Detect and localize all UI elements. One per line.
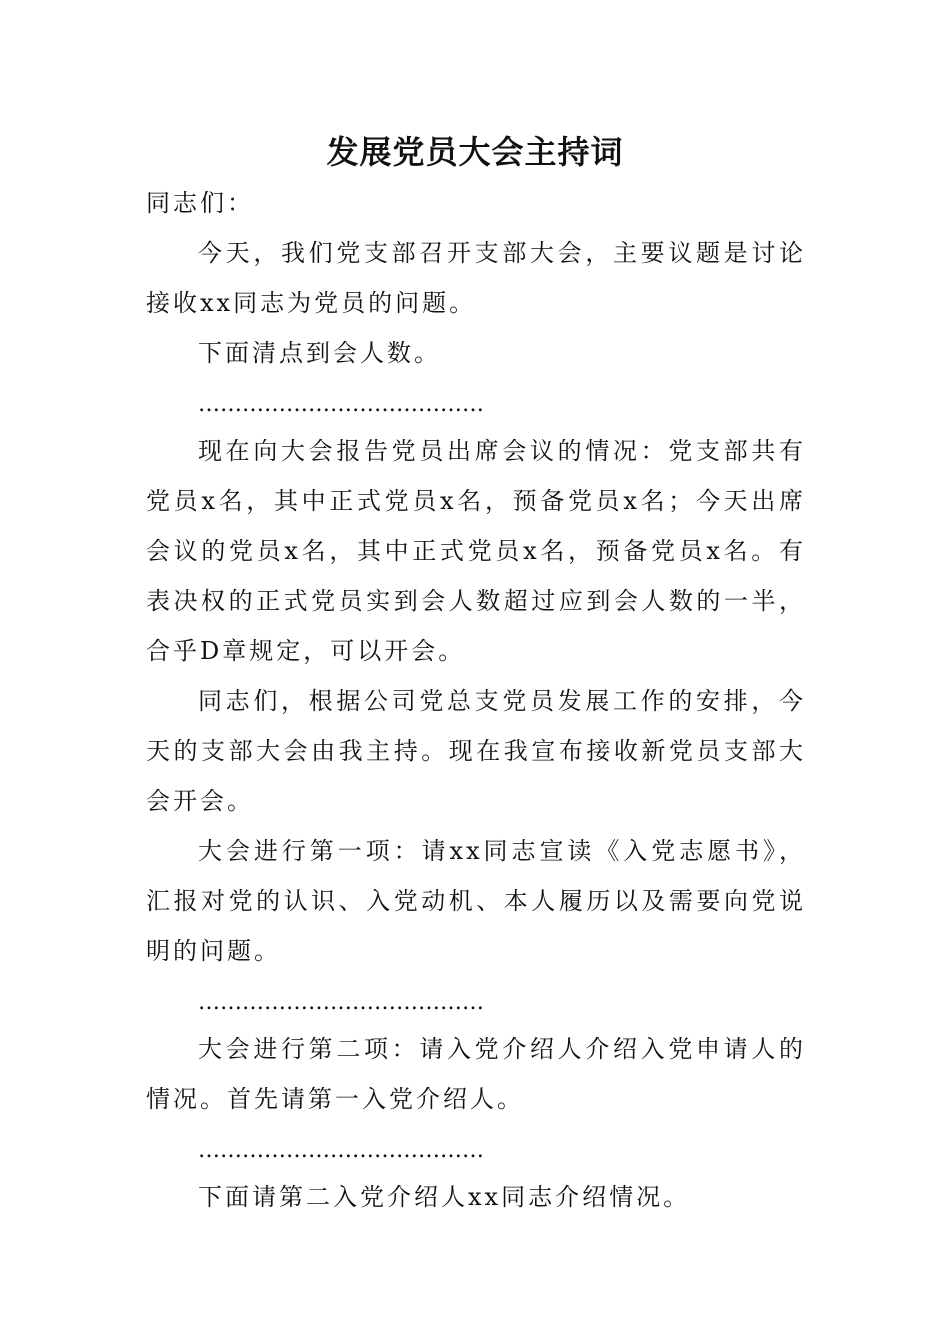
document-body <box>146 178 806 1222</box>
paragraph-opening: 同志们，根据公司党总支党员发展工作的安排，今天的支部大会由我主持。现在我宣布接收新党员支部大会开会。 <box>146 687 806 815</box>
paragraph-headcount: 下面清点到会人数。 <box>198 339 441 367</box>
salutation: 同志们： <box>146 189 254 217</box>
paragraph-item-one: 大会进行第一项：请xx同志宣读《入党志愿书》，汇报对党的认识、入党动机、本人履历以及需要向党说明的问题。 <box>146 837 806 965</box>
ellipsis-separator: ………………………………… <box>198 990 484 1015</box>
ellipsis-separator: ………………………………… <box>198 1138 484 1163</box>
paragraph-attendance-report: 现在向大会报告党员出席会议的情况：党支部共有党员x名，其中正式党员x名，预备党员x名；今天出席会议的党员x名，其中正式党员x名，预备党员x名。有表决权的正式党员实到会人数超过应到会人数的一半，合乎D章规定，可以开会。 <box>146 437 806 665</box>
ellipsis-separator: ………………………………… <box>198 392 484 417</box>
paragraph-item-two: 大会进行第二项：请入党介绍人介绍入党申请人的情况。首先请第一入党介绍人。 <box>146 1035 806 1113</box>
paragraph-second-introducer: 下面请第二入党介绍人xx同志介绍情况。 <box>198 1183 691 1211</box>
paragraph-agenda: 今天，我们党支部召开支部大会，主要议题是讨论接收xx同志为党员的问题。 <box>146 239 806 317</box>
document-title: 发展党员大会主持词 <box>326 133 624 171</box>
